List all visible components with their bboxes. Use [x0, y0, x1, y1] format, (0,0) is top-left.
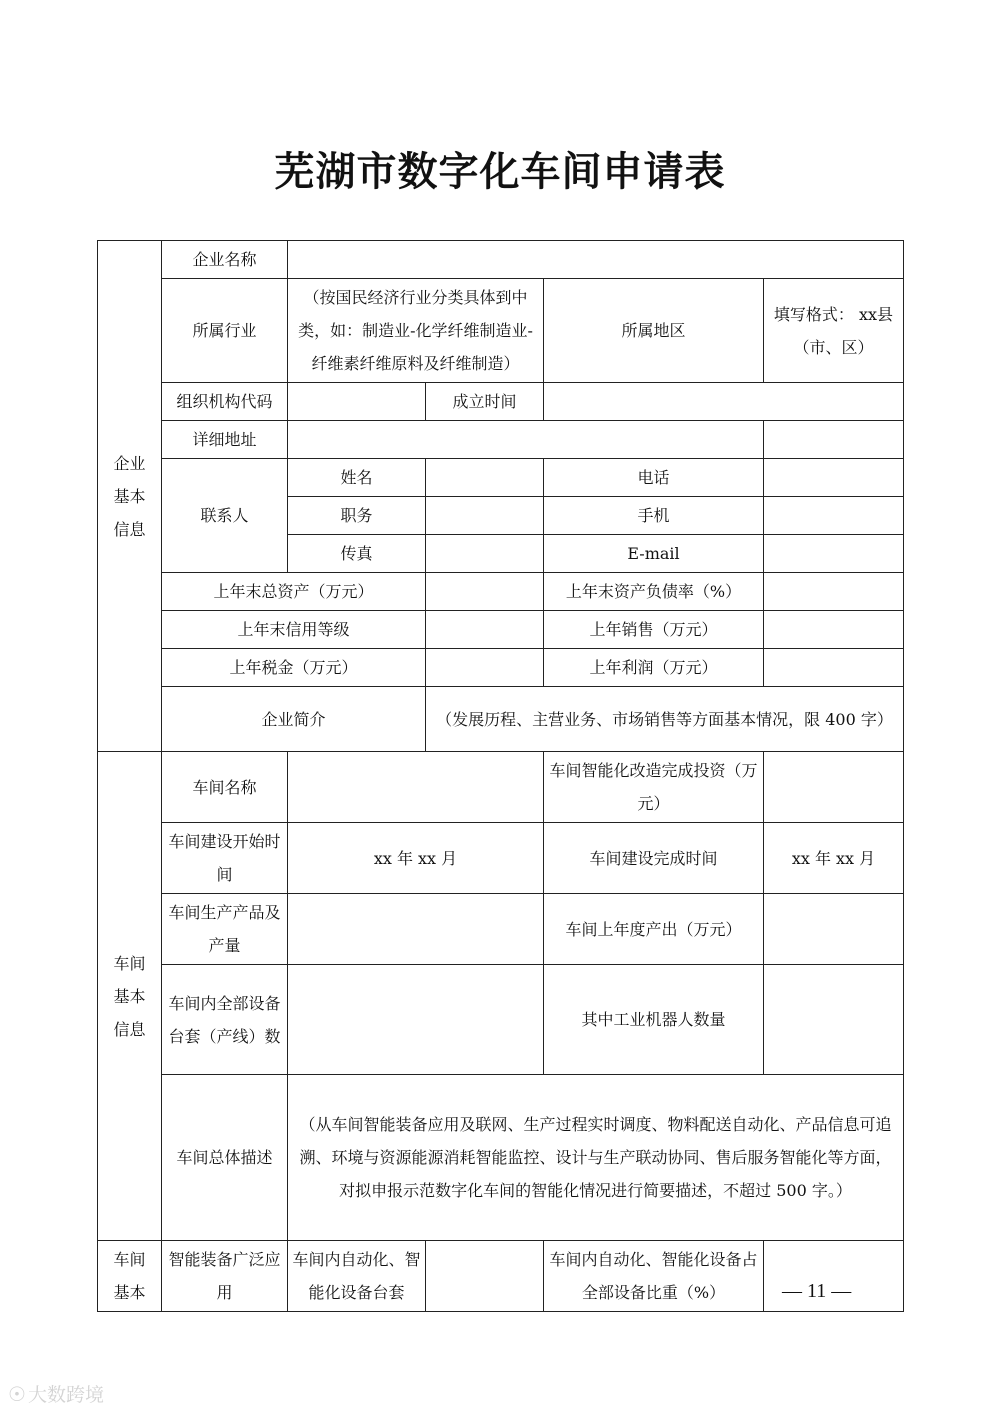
- profit-label: 上年利润（万元）: [544, 649, 764, 687]
- investment-label: 车间智能化改造完成投资（万元）: [544, 752, 764, 823]
- position-field[interactable]: [426, 497, 544, 535]
- tax-field[interactable]: [426, 649, 544, 687]
- total-assets-label: 上年末总资产（万元）: [162, 573, 426, 611]
- sales-field[interactable]: [764, 611, 904, 649]
- robots-field[interactable]: [764, 965, 904, 1075]
- products-field[interactable]: [288, 894, 544, 965]
- smart-equipment-label: 智能装备广泛应用: [162, 1241, 288, 1312]
- watermark: [8, 1380, 104, 1407]
- phone-label: 电话: [544, 459, 764, 497]
- tax-label: 上年税金（万元）: [162, 649, 426, 687]
- industry-label: 所属行业: [162, 279, 288, 383]
- fax-field[interactable]: [426, 535, 544, 573]
- credit-field[interactable]: [426, 611, 544, 649]
- page-title: 芜湖市数字化车间申请表: [274, 149, 726, 195]
- mobile-field[interactable]: [764, 497, 904, 535]
- email-field[interactable]: [764, 535, 904, 573]
- complete-time-field[interactable]: xx 年 xx 月: [764, 823, 904, 894]
- credit-label: 上年末信用等级: [162, 611, 426, 649]
- output-label: 车间上年度产出（万元）: [544, 894, 764, 965]
- profile-label: 企业简介: [162, 687, 426, 752]
- address-field[interactable]: [288, 421, 764, 459]
- auto-count-label: 车间内自动化、智能化设备台套: [288, 1241, 426, 1312]
- equipment-field[interactable]: [288, 965, 544, 1075]
- org-code-label: 组织机构代码: [162, 383, 288, 421]
- mobile-label: 手机: [544, 497, 764, 535]
- page-number: — 11 —: [782, 1280, 852, 1302]
- auto-count-field[interactable]: [426, 1241, 544, 1312]
- sales-label: 上年销售（万元）: [544, 611, 764, 649]
- start-time-label: 车间建设开始时间: [162, 823, 288, 894]
- founded-label: 成立时间: [426, 383, 544, 421]
- fax-label: 传真: [288, 535, 426, 573]
- contact-name-field[interactable]: [426, 459, 544, 497]
- watermark-text: 大数跨境: [27, 1384, 104, 1406]
- auto-ratio-label: 车间内自动化、智能化设备占全部设备比重（%）: [544, 1241, 764, 1312]
- founded-field[interactable]: [544, 383, 904, 421]
- watermark-logo-icon: ☉: [8, 1382, 26, 1406]
- org-code-field[interactable]: [288, 383, 426, 421]
- total-assets-field[interactable]: [426, 573, 544, 611]
- application-form: [97, 240, 904, 1312]
- phone-field[interactable]: [764, 459, 904, 497]
- profit-field[interactable]: [764, 649, 904, 687]
- workshop-section-label: 车间 基本 信息: [98, 752, 162, 1241]
- contact-label: 联系人: [162, 459, 288, 573]
- industry-field[interactable]: （按国民经济行业分类具体到中类，如：制造业-化学纤维制造业-纤维素纤维原料及纤维制造）: [288, 279, 544, 383]
- enterprise-name-field[interactable]: [288, 241, 904, 279]
- address-extra-field[interactable]: [764, 421, 904, 459]
- contact-name-label: 姓名: [288, 459, 426, 497]
- investment-field[interactable]: [764, 752, 904, 823]
- debt-ratio-label: 上年末资产负债率（%）: [544, 573, 764, 611]
- workshop-name-field[interactable]: [288, 752, 544, 823]
- workshop-cont-section-label: 车间 基本: [98, 1241, 162, 1312]
- description-label: 车间总体描述: [162, 1075, 288, 1241]
- position-label: 职务: [288, 497, 426, 535]
- equipment-label: 车间内全部设备台套（产线）数: [162, 965, 288, 1075]
- email-label: E-mail: [544, 535, 764, 573]
- workshop-name-label: 车间名称: [162, 752, 288, 823]
- description-field[interactable]: （从车间智能装备应用及联网、生产过程实时调度、物料配送自动化、产品信息可追溯、环境与资源能源消耗智能监控、设计与生产联动协同、售后服务智能化等方面，对拟申报示范数字化车间的智能化情况进行简要描述，不超过 500 字。）: [288, 1075, 904, 1241]
- start-time-field[interactable]: xx 年 xx 月: [288, 823, 544, 894]
- debt-ratio-field[interactable]: [764, 573, 904, 611]
- region-label: 所属地区: [544, 279, 764, 383]
- complete-time-label: 车间建设完成时间: [544, 823, 764, 894]
- address-label: 详细地址: [162, 421, 288, 459]
- output-field[interactable]: [764, 894, 904, 965]
- robots-label: 其中工业机器人数量: [544, 965, 764, 1075]
- region-field[interactable]: 填写格式： xx县（市、区）: [764, 279, 904, 383]
- enterprise-name-label: 企业名称: [162, 241, 288, 279]
- profile-field[interactable]: （发展历程、主营业务、市场销售等方面基本情况，限 400 字）: [426, 687, 904, 752]
- products-label: 车间生产产品及产量: [162, 894, 288, 965]
- enterprise-section-label: 企业 基本 信息: [98, 241, 162, 752]
